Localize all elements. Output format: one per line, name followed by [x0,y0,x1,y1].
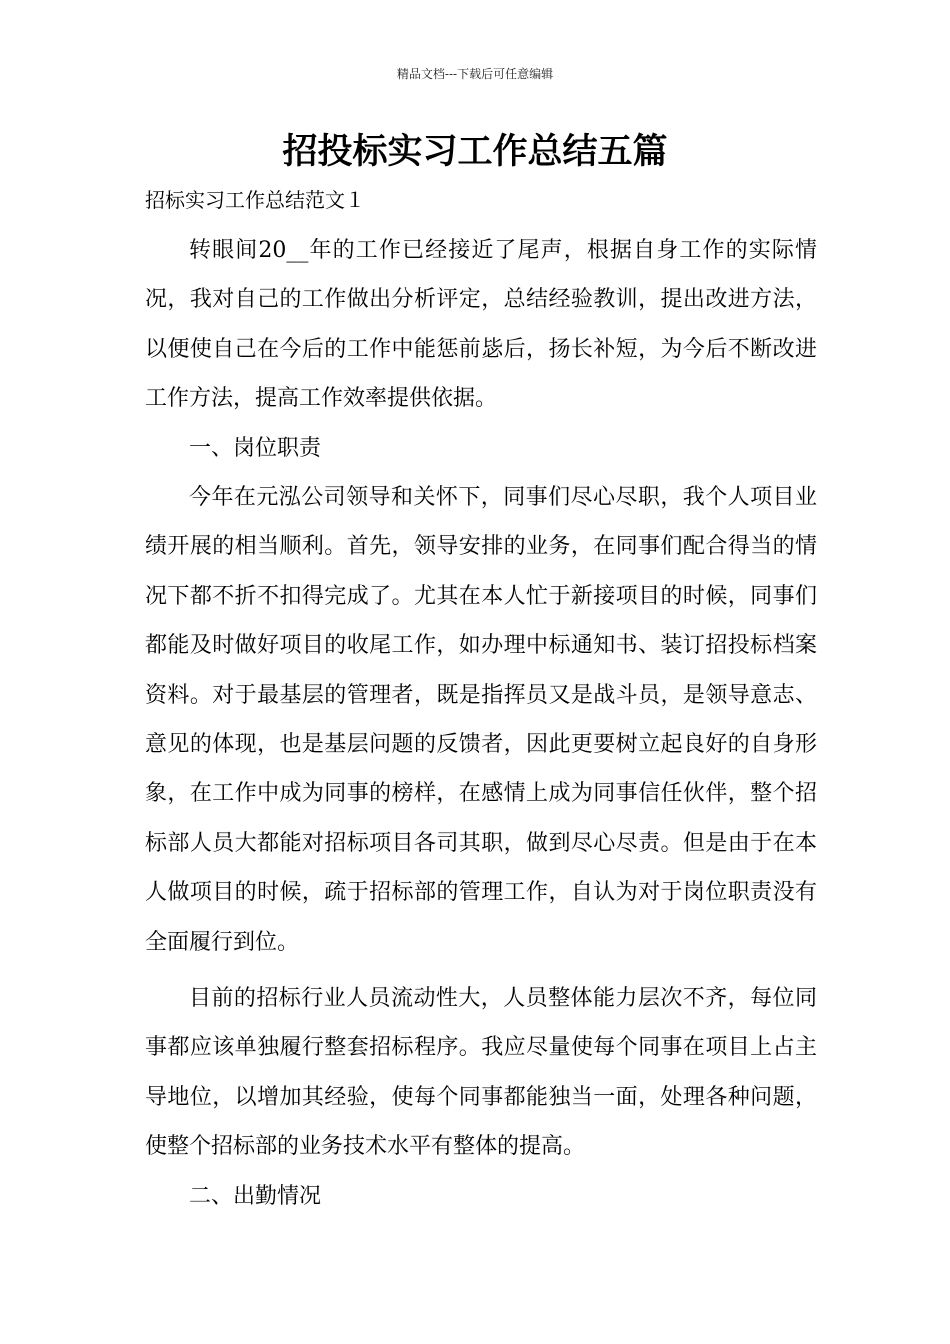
paragraph-staffing: 目前的招标行业人员流动性大，人员整体能力层次不齐，每位同事都应该单独履行整套招标程序。我应尽量使每个同事在项目上占主导地位，以增加其经验，使每个同事都能独当一面，处理各种问题，使整个招标部的业务技术水平有整体的提高。 [145,986,817,1160]
body-text-block-2 [145,974,817,1221]
header-note: 精品文档---下载后可任意编辑 [396,67,554,81]
body-text-block-1 [145,226,817,967]
paragraph-duties: 今年在元泓公司领导和关怀下，同事们尽心尽职，我个人项目业绩开展的相当顺利。首先，领导安排的业务，在同事们配合得当的情况下都不折不扣得完成了。尤其在本人忙于新接项目的时候，同事们都能及时做好项目的收尾工作，如办理中标通知书、装订招投标档案资料。对于最基层的管理者，既是指挥员又是战斗员，是领导意志、意见的体现，也是基层问题的反馈者，因此更要树立起良好的自身形象，在工作中成为同事的榜样，在感情上成为同事信任伙伴，整个招标部人员大都能对招标项目各司其职，做到尽心尽责。但是由于在本人做项目的时候，疏于招标部的管理工作，自认为对于岗位职责没有全面履行到位。 [145,485,817,955]
paragraph-intro: 转眼间20__年的工作已经接近了尾声，根据自身工作的实际情况，我对自己的工作做出分析评定，总结经验教训，提出改进方法，以便使自己在今后的工作中能惩前毖后，扬长补短，为今后不断改进工作方法，提高工作效率提供依据。 [145,238,817,412]
document-subtitle: 招标实习工作总结范文１ [145,188,365,212]
document-title: 招投标实习工作总结五篇 [282,131,668,172]
section-heading-attendance: 二、出勤情况 [189,1183,322,1209]
section-heading-duties: 一、岗位职责 [189,435,322,461]
